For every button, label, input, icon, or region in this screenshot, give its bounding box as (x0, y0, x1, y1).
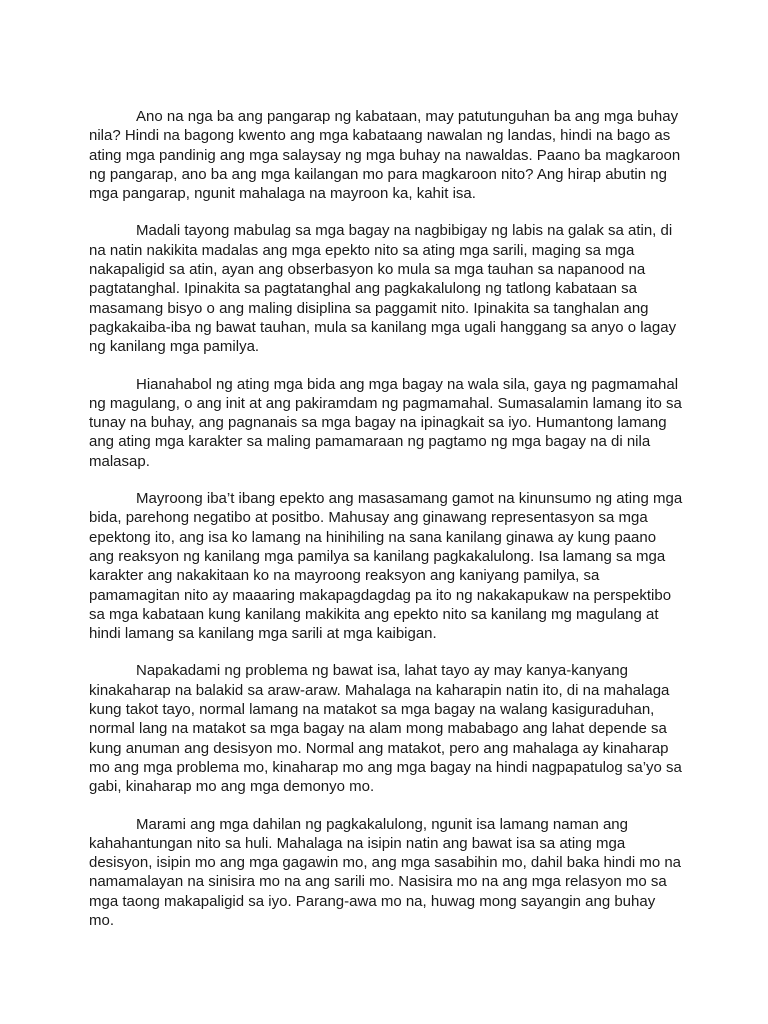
paragraph-6: Marami ang mga dahilan ng pagkakalulong, ngunit isa lamang naman ang kahahantungan nito sa huli. Mahalaga na isipin natin ang bawat isa sa ating mga desisyon, isipin mo ang mga gagawin mo, ang mga sasabihin mo, dahil baka hindi mo na namamalayan na sinisira mo na ang sarili mo. Nasisira mo na ang mga relasyon mo sa mga taong makapaligid sa iyo. Parang-awa mo na, huwag mong sayangin ang buhay mo. (89, 815, 682, 929)
paragraph-5: Napakadami ng problema ng bawat isa, lahat tayo ay may kanya-kanyang kinakaharap na balakid sa araw-araw. Mahalaga na kaharapin natin ito, di na mahalaga kung takot tayo, normal lamang na matakot sa mga bagay na walang kasiguraduhan, normal lang na matakot sa mga bagay na alam mong mababago ang lahat depende sa kung anuman ang desisyon mo. Normal ang matakot, pero ang mahalaga ay kinaharap mo ang mga problema mo, kinaharap mo ang mga bagay na hindi nagpapatulog sa’yo sa gabi, kinaharap mo ang mga demonyo mo. (89, 662, 682, 796)
paragraph-1: Ano na nga ba ang pangarap ng kabataan, may patutunguhan ba ang mga buhay nila? Hindi na bagong kwento ang mga kabataang nawalan ng landas, hindi na bago as ating mga pandinig ang mga salaysay ng mga buhay na nawaldas. Paano ba magkaroon ng pangarap, ano ba ang mga kailangan mo para magkaroon nito? Ang hirap abutin ng mga pangarap, ngunit mahalaga na mayroon ka, kahit isa. (89, 108, 681, 203)
document-body (89, 107, 684, 948)
paragraph-4: Mayroong iba’t ibang epekto ang masasamang gamot na kinunsumo ng ating mga bida, parehong negatibo at positbo. Mahusay ang ginawang representasyon sa mga epektong ito, ang isa ko lamang na hinihiling na sana kanilang ginawa ay kung paano ang reaksyon ng kanilang mga pamilya sa kanilang pagkakalulong. Isa lamang sa mga karakter ang nakakitaan ko na mayroong reaksyon ang kaniyang pamilya, sa pamamagitan nito ay maaaring makapagdagdag pa ito ng nakakapukaw na perspektibo sa mga kabataan kung kanilang makikita ang epekto nito sa kanilang mg magulang at hindi lamang sa kanilang mga sarili at mga kaibigan. (89, 490, 683, 643)
paragraph-3: Hianahabol ng ating mga bida ang mga bagay na wala sila, gaya ng pagmamahal ng magulang, o ang init at ang pakiramdam ng pagmamahal. Sumasalamin lamang ito sa tunay na buhay, ang pagnanais sa mga bagay na ipinagkait sa iyo. Humantong lamang ang ating mga karakter sa maling pamamaraan ng pagtamo ng mga bagay na di nila malasap. (89, 375, 682, 470)
paragraph-2: Madali tayong mabulag sa mga bagay na nagbibigay ng labis na galak sa atin, di na natin nakikita madalas ang mga epekto nito sa ating mga sarili, maging sa mga nakapaligid sa atin, ayan ang obserbasyon ko mula sa mga tauhan sa napanood na pagtatanghal. Ipinakita sa pagtatanghal ang pagkakalulong ng tatlong kabataan sa masamang bisyo o ang maling disiplina sa paggamit nito. Ipinakita sa tanghalan ang pagkakaiba-iba ng bawat tauhan, mula sa kanilang mga ugali hanggang sa anyo o lagay ng kanilang mga pamilya. (89, 222, 677, 356)
